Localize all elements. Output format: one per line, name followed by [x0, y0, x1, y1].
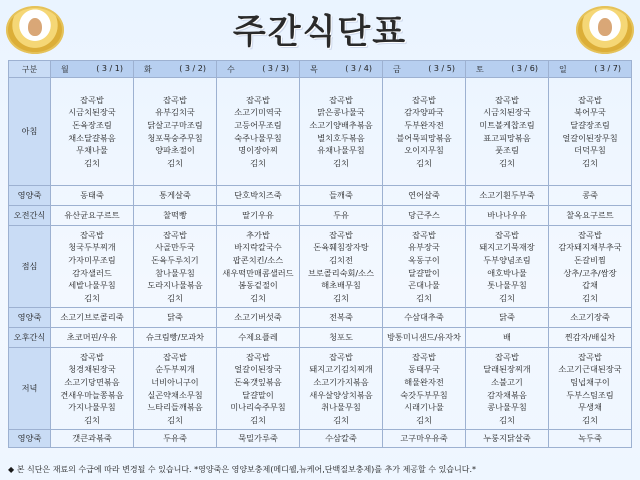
menu-item: 잡곡밥 [495, 229, 519, 240]
afternoon-snack-row [9, 328, 632, 348]
menu-item: 두부완자전 [404, 119, 444, 130]
menu-item: 잡곡밥 [329, 229, 353, 240]
menu-item: 북어무국 [574, 107, 606, 118]
dinner-row [9, 348, 632, 430]
menu-cell: 고구마우유죽 [383, 430, 466, 448]
menu-cell: 갯큰과볶죽 [51, 430, 134, 448]
menu-cell: 수삼대추죽 [383, 308, 466, 328]
menu-item: 김치 [167, 157, 183, 168]
menu-cell [466, 78, 549, 186]
menu-item: 참나물무침 [155, 267, 195, 278]
menu-item: 해초배무침 [321, 280, 361, 291]
menu-item: 김치 [582, 157, 598, 168]
menu-cell: 누룽지닭살죽 [466, 430, 549, 448]
menu-cell [300, 78, 383, 186]
menu-item: 잡곡밥 [495, 351, 519, 362]
menu-item: 애호박나물 [487, 267, 527, 278]
menu-item: 잡곡밥 [163, 351, 187, 362]
menu-cell: 당근주스 [383, 206, 466, 226]
menu-item: 돈육갯잎볶음 [234, 376, 282, 387]
menu-item: 표고피망볶음 [483, 132, 531, 143]
morning-snack-row [9, 206, 632, 226]
menu-item: 김치 [167, 414, 183, 425]
menu-item: 소고기당면볶음 [64, 376, 120, 387]
menu-item: 무채나물 [76, 145, 108, 156]
menu-item: 풋조림 [495, 145, 519, 156]
menu-item: 김치 [333, 292, 349, 303]
menu-cell [217, 348, 300, 430]
menu-item: 유부김치국 [155, 107, 195, 118]
footer-note: ◆ 본 식단은 재료의 수급에 따라 변경될 수 있습니다. *영양죽은 영양보충제(메디웰,뉴케어,단백질보충제)를 추가 제공할 수 있습니다.* [8, 465, 477, 474]
nutrition-porridge-row-2 [9, 308, 632, 328]
menu-item: 바지락칼국수 [234, 242, 282, 253]
menu-item: 팝콘치킨/소스 [232, 254, 284, 265]
menu-item: 달걀말이 [242, 389, 274, 400]
menu-item: 오이지무침 [404, 145, 444, 156]
menu-item: 새우살양상치볶음 [309, 389, 373, 400]
menu-item: 김치 [416, 157, 432, 168]
menu-item: 더덕무침 [574, 145, 606, 156]
day-header: 토 ( 3 / 6) [466, 61, 549, 78]
menu-cell [51, 78, 134, 186]
menu-cell: 소고기브로콜리죽 [51, 308, 134, 328]
menu-item: 소불고기 [491, 376, 523, 387]
menu-item: 너비아니구이 [151, 376, 199, 387]
menu-item: 시금치된장국 [483, 107, 531, 118]
menu-item: 별치호두볶음 [317, 132, 365, 143]
menu-item: 두부스팀조림 [566, 389, 614, 400]
menu-item: 김치 [499, 292, 515, 303]
menu-item: 소고기미역국 [234, 107, 282, 118]
menu-cell [134, 78, 217, 186]
menu-item: 김치전 [329, 254, 353, 265]
menu-item: 도라지나물볶음 [147, 280, 203, 291]
menu-item: 달래된장찌개 [483, 364, 531, 375]
menu-item: 잡곡밥 [163, 94, 187, 105]
menu-cell [300, 348, 383, 430]
day-header: 일 ( 3 / 7) [549, 61, 632, 78]
day-header: 목 ( 3 / 4) [300, 61, 383, 78]
menu-item: 숙주나물무침 [234, 132, 282, 143]
menu-item: 갑채 [582, 280, 598, 291]
menu-item: 김치 [84, 292, 100, 303]
menu-item: 미나리숙주무침 [230, 402, 286, 413]
menu-item: 새우떡만매콤샐러드 [222, 267, 294, 278]
menu-item: 잡곡밥 [578, 229, 602, 240]
menu-item: 팀넙채구이 [570, 376, 610, 387]
menu-cell [134, 348, 217, 430]
menu-item: 잡곡밥 [80, 94, 104, 105]
menu-item: 얼갈이된장무침 [562, 132, 618, 143]
menu-item: 잡곡밥 [80, 229, 104, 240]
menu-item: 김치 [250, 292, 266, 303]
day-header: 월 ( 3 / 1) [51, 61, 134, 78]
lunch-row [9, 226, 632, 308]
menu-item: 잡곡밥 [163, 229, 187, 240]
menu-cell: 슈크림빵/모과차 [134, 328, 217, 348]
menu-cell: 단호박치즈죽 [217, 186, 300, 206]
menu-item: 김치 [84, 157, 100, 168]
day-header: 금 ( 3 / 5) [383, 61, 466, 78]
menu-item: 명이장아찌 [238, 145, 278, 156]
menu-cell [466, 226, 549, 308]
header-label: 구분 [9, 61, 51, 78]
menu-item: 잡곡밥 [578, 94, 602, 105]
menu-item: 잡곡밥 [329, 94, 353, 105]
menu-cell: 연어살죽 [383, 186, 466, 206]
menu-cell [549, 78, 632, 186]
menu-item: 달걀장조림 [570, 119, 610, 130]
menu-item: 소고기근대된장국 [558, 364, 622, 375]
menu-cell [466, 348, 549, 430]
menu-cell [217, 78, 300, 186]
row-label: 영양죽 [9, 430, 51, 448]
menu-item: 봄동겉절이 [238, 280, 278, 291]
menu-cell: 통게살죽 [134, 186, 217, 206]
menu-cell: 들깨죽 [300, 186, 383, 206]
menu-cell [549, 348, 632, 430]
menu-item: 고등어무조림 [234, 119, 282, 130]
menu-item: 김치 [499, 157, 515, 168]
menu-item: 동태무국 [408, 364, 440, 375]
menu-item: 돈갈비찜 [574, 254, 606, 265]
menu-item: 해물완자전 [404, 376, 444, 387]
menu-item: 김치 [416, 292, 432, 303]
menu-item: 감자샐러드 [72, 267, 112, 278]
menu-item: 브로콜리숙회/소스 [307, 267, 375, 278]
menu-cell: 청포도 [300, 328, 383, 348]
menu-item: 유부장국 [408, 242, 440, 253]
menu-cell: 바나나우유 [466, 206, 549, 226]
menu-cell [217, 226, 300, 308]
menu-item: 톳나물무침 [487, 280, 527, 291]
menu-item: 김치 [333, 414, 349, 425]
menu-item: 잡곡밥 [246, 94, 270, 105]
menu-cell: 닭죽 [466, 308, 549, 328]
menu-item: 잡곡밥 [412, 351, 436, 362]
weekly-menu-table [8, 60, 632, 448]
row-label: 영양죽 [9, 308, 51, 328]
nutrition-porridge-row-3 [9, 430, 632, 448]
menu-item: 세발나물무침 [68, 280, 116, 291]
day-header: 화 ( 3 / 2) [134, 61, 217, 78]
menu-cell [134, 226, 217, 308]
menu-cell: 콩죽 [549, 186, 632, 206]
menu-item: 유채나물무침 [317, 145, 365, 156]
menu-cell: 유산균요구르트 [51, 206, 134, 226]
menu-item: 잡곡밥 [412, 229, 436, 240]
menu-item: 청포묵숭주무침 [147, 132, 203, 143]
menu-item: 잡곡밥 [495, 94, 519, 105]
menu-cell: 동태죽 [51, 186, 134, 206]
menu-cell: 찰떡빵 [134, 206, 217, 226]
menu-item: 채소달걀볶음 [68, 132, 116, 143]
menu-item: 시금치된장국 [68, 107, 116, 118]
menu-item: 감자돼지채부추국 [558, 242, 622, 253]
menu-cell: 두유 [300, 206, 383, 226]
menu-item: 곤대나물 [408, 280, 440, 291]
menu-item: 추가밥 [246, 229, 270, 240]
menu-item: 감자채볶음 [487, 389, 527, 400]
header-row [9, 61, 632, 78]
menu-cell: 수삼칼죽 [300, 430, 383, 448]
menu-item: 김치 [250, 157, 266, 168]
menu-item: 달걀말이 [408, 267, 440, 278]
menu-item: 미트볼케찹조림 [479, 119, 535, 130]
menu-cell: 소고기버섯죽 [217, 308, 300, 328]
menu-cell [383, 78, 466, 186]
row-label: 아침 [9, 78, 51, 186]
menu-item: 숙갓두부무침 [400, 389, 448, 400]
menu-item: 김치 [499, 414, 515, 425]
day-header: 수 ( 3 / 3) [217, 61, 300, 78]
menu-item: 가자미무조림 [68, 254, 116, 265]
menu-item: 얼갈이된장국 [234, 364, 282, 375]
menu-item: 돈육장조림 [72, 119, 112, 130]
menu-cell: 전복죽 [300, 308, 383, 328]
menu-cell [51, 348, 134, 430]
nutrition-porridge-row-1 [9, 186, 632, 206]
menu-cell: 녹두죽 [549, 430, 632, 448]
menu-cell [300, 226, 383, 308]
page-title: 주간식단표 [232, 12, 408, 52]
menu-item: 블어묵피망볶음 [396, 132, 452, 143]
menu-item: 돈육두루치기 [151, 254, 199, 265]
breakfast-row [9, 78, 632, 186]
menu-cell: 두유죽 [134, 430, 217, 448]
menu-cell [383, 348, 466, 430]
row-label: 영양죽 [9, 186, 51, 206]
menu-cell [383, 226, 466, 308]
menu-item: 소고기양배추볶음 [309, 119, 373, 130]
menu-item: 콩나물무침 [487, 402, 527, 413]
menu-cell: 묵밀가루죽 [217, 430, 300, 448]
menu-item: 잡곡밥 [329, 351, 353, 362]
menu-item: 청국두부찌개 [68, 242, 116, 253]
menu-cell: 소고기흰두부죽 [466, 186, 549, 206]
menu-cell: 초코머핀/우유 [51, 328, 134, 348]
menu-item: 김치 [582, 414, 598, 425]
menu-item: 김치 [416, 414, 432, 425]
menu-item: 김치 [84, 414, 100, 425]
menu-item: 김치 [167, 292, 183, 303]
row-label: 오전간식 [9, 206, 51, 226]
row-label: 오후간식 [9, 328, 51, 348]
menu-item: 가지나물무침 [68, 402, 116, 413]
menu-item: 돈육훼침장자탕 [313, 242, 369, 253]
menu-item: 순두부찌개 [155, 364, 195, 375]
menu-item: 김치 [582, 292, 598, 303]
menu-item: 잡곡밥 [412, 94, 436, 105]
menu-item: 소고기가지볶음 [313, 376, 369, 387]
menu-item: 양파초절이 [155, 145, 195, 156]
menu-item: 실곤약채소무침 [147, 389, 203, 400]
menu-item: 감자양파국 [404, 107, 444, 118]
menu-item: 돼지고기김치찌개 [309, 364, 373, 375]
menu-item: 느타리들깨볶음 [147, 402, 203, 413]
menu-item: 김치 [250, 414, 266, 425]
menu-item: 옥동구이 [408, 254, 440, 265]
menu-cell: 찐감자/배실차 [549, 328, 632, 348]
menu-item: 김치 [333, 157, 349, 168]
menu-item: 잡곡밥 [246, 351, 270, 362]
menu-cell: 방통미니샌드/유자차 [383, 328, 466, 348]
menu-item: 취나물무침 [321, 402, 361, 413]
menu-item: 맑은콩나물국 [317, 107, 365, 118]
row-label: 저녁 [9, 348, 51, 430]
menu-cell: 찰옥요구르트 [549, 206, 632, 226]
menu-cell: 닭죽 [134, 308, 217, 328]
menu-item: 시래기나물 [404, 402, 444, 413]
menu-cell: 배 [466, 328, 549, 348]
menu-item: 상추/고추/쌈장 [563, 267, 617, 278]
menu-cell [549, 226, 632, 308]
menu-cell: 소고기장죽 [549, 308, 632, 328]
menu-cell: 수제요플레 [217, 328, 300, 348]
menu-cell [51, 226, 134, 308]
menu-item: 돼지고기묵재장 [479, 242, 535, 253]
menu-item: 무생채 [578, 402, 602, 413]
row-label: 점심 [9, 226, 51, 308]
menu-item: 사골만두국 [155, 242, 195, 253]
menu-item: 청경채된장국 [68, 364, 116, 375]
menu-item: 닭살고구마조림 [147, 119, 203, 130]
menu-item: 두부양념조림 [483, 254, 531, 265]
menu-item: 견새우마늘쫑볶음 [60, 389, 124, 400]
menu-cell: 딸기우유 [217, 206, 300, 226]
menu-item: 잡곡밥 [80, 351, 104, 362]
menu-item: 잡곡밥 [578, 351, 602, 362]
